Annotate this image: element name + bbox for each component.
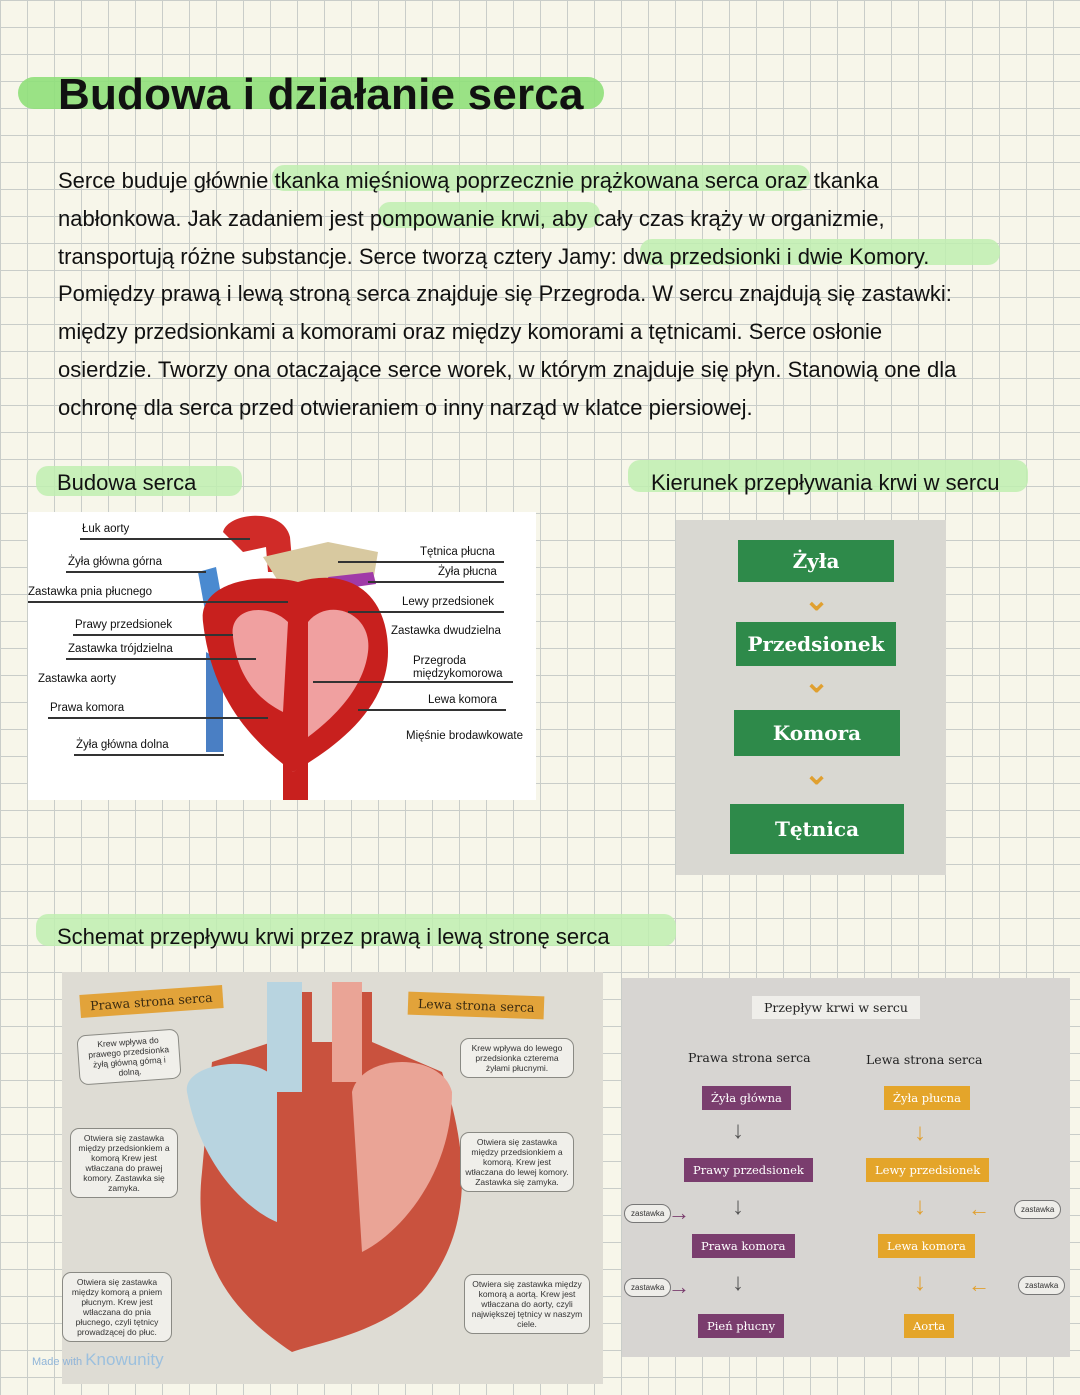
leader-line — [66, 571, 206, 573]
arrow-right-icon: → — [668, 1274, 690, 1299]
label-zyla-glowna-dolna: Żyła główna dolna — [76, 739, 169, 751]
tag-right-side: Prawa strona serca — [79, 985, 223, 1018]
arrow-down-icon: ↓ — [732, 1193, 744, 1220]
scheme-left-head: Lewa strona serca — [866, 1052, 983, 1067]
leader-line — [48, 717, 268, 719]
tag-left-side: Lewa strona serca — [408, 992, 545, 1020]
leader-line — [348, 611, 504, 613]
scheme-right-head: Prawa strona serca — [688, 1050, 811, 1065]
orange-step: Żyła płucna — [884, 1086, 970, 1110]
paragraph-line: nabłonkowa. Jak zadaniem jest pompowanie krwi, aby cały czas krąży w organizmie, — [58, 205, 885, 231]
paragraph-line: Pomiędzy prawą i lewą stroną serca znajduje się Przegroda. W sercu znajdują się zastawki: — [58, 281, 952, 307]
zastawka-label: zastawka — [1014, 1200, 1061, 1219]
purple-step: Pień płucny — [698, 1314, 784, 1338]
note-right-3: Otwiera się zastawka między komorą a aortą. Krew jest wtłaczana do aorty, czyli największej tętnicy w naszym ciele. — [464, 1274, 590, 1334]
arrow-down-icon: ↓ — [732, 1269, 744, 1296]
leader-line — [73, 634, 233, 636]
label-zyla-plucna: Żyła płucna — [438, 566, 497, 578]
flow-step: Komora — [734, 710, 900, 756]
label-zastawka-dwudzielna: Zastawka dwudzielna — [391, 625, 501, 637]
label-prawy-przedsionek: Prawy przedsionek — [75, 619, 173, 631]
flow-step: Przedsionek — [736, 622, 896, 666]
arrow-left-icon: ← — [968, 1272, 990, 1297]
flow-step: Tętnica — [730, 804, 904, 854]
zastawka-label: zastawka — [624, 1204, 671, 1223]
purple-step: Prawa komora — [692, 1234, 795, 1258]
label-zastawka-trojdzielna: Zastawka trójdzielna — [68, 643, 173, 655]
arrow-down-icon: ⌄ — [804, 584, 830, 617]
arrow-down-icon: ↓ — [914, 1119, 926, 1146]
arrow-right-icon: → — [668, 1200, 690, 1225]
note-right-1: Krew wpływa do lewego przedsionka czterema żyłami płucnymi. — [460, 1038, 574, 1078]
blood-flow-scheme — [622, 978, 1070, 1357]
flow-step: Żyła — [738, 540, 894, 582]
section-heading-budowa: Budowa serca — [57, 470, 197, 495]
flow-direction-photo — [676, 520, 946, 875]
label-przegroda-2: międzykomorowa — [413, 668, 503, 680]
section-heading-schemat: Schemat przepływu krwi przez prawą i lewą stronę serca — [57, 924, 610, 949]
leader-line — [80, 538, 250, 540]
label-zastawka-aorty: Zastawka aorty — [38, 673, 116, 685]
leader-line — [313, 681, 513, 683]
arrow-down-icon: ↓ — [914, 1269, 926, 1296]
label-zastawka-pnia: Zastawka pnia płucnego — [28, 586, 153, 598]
purple-step: Prawy przedsionek — [684, 1158, 813, 1182]
leader-line — [338, 561, 504, 563]
arrow-down-icon: ↓ — [732, 1117, 744, 1144]
watermark-brand: Knowunity — [85, 1350, 164, 1369]
arrow-down-icon: ⌄ — [804, 758, 830, 791]
leader-line — [66, 658, 256, 660]
paragraph-line: transportują różne substancje. Serce tworzą cztery Jamy: dwa przedsionki i dwie Komory. — [58, 243, 930, 269]
zastawka-label: zastawka — [1018, 1276, 1065, 1295]
label-lewy-przedsionek: Lewy przedsionek — [402, 596, 495, 608]
zastawka-label: zastawka — [624, 1278, 671, 1297]
watermark — [32, 1350, 164, 1370]
leader-line — [28, 601, 288, 603]
purple-step: Żyła główna — [702, 1086, 791, 1110]
orange-step: Lewa komora — [878, 1234, 975, 1258]
heart-diagram — [28, 512, 536, 800]
label-zyla-glowna-gorna: Żyła główna górna — [68, 556, 162, 568]
paragraph-line: między przedsionkami a komorami oraz między komorami a tętnicami. Serce osłonie — [58, 319, 883, 345]
orange-step: Lewy przedsionek — [866, 1158, 989, 1182]
leader-line — [358, 709, 506, 711]
label-lewa-komora: Lewa komora — [428, 694, 498, 706]
label-prawa-komora: Prawa komora — [50, 702, 125, 714]
label-miesnie-brodawkowate: Mięśnie brodawkowate — [406, 730, 523, 742]
section-heading-kierunek: Kierunek przepływania krwi w sercu — [651, 470, 1000, 495]
arrow-down-icon: ⌄ — [804, 666, 830, 699]
paragraph-line: Serce buduje głównie tkanka mięśniową poprzecznie prążkowana serca oraz tkanka — [58, 168, 879, 193]
scheme-title: Przepływ krwi w sercu — [752, 996, 920, 1019]
intro-paragraph — [58, 162, 1048, 427]
label-przegroda: Przegroda — [413, 655, 467, 667]
blood-flow-schematic — [62, 972, 603, 1384]
paragraph-line: ochronę dla serca przed otwieraniem o inny narząd w klatce piersiowej. — [58, 394, 753, 420]
orange-step: Aorta — [904, 1314, 954, 1338]
note-left-3: Otwiera się zastawka między komorą a pniem płucnym. Krew jest wtłaczana do pnia płucnego, czyli tętnicy prowadzącej do płuc. — [62, 1272, 172, 1342]
label-tetnica-plucna: Tętnica płucna — [420, 546, 495, 558]
arrow-down-icon: ↓ — [914, 1193, 926, 1220]
paragraph-line: osierdzie. Tworzy ona otaczające serce worek, w którym znajduje się płyn. Stanowią one dla — [58, 356, 957, 382]
note-left-2: Otwiera się zastawka między przedsionkiem a komorą Krew jest wtłaczana do prawej komory. Zastawka się zamyka. — [70, 1128, 178, 1198]
label-luk-aorty: Łuk aorty — [82, 523, 130, 535]
leader-line — [368, 581, 504, 583]
note-right-2: Otwiera się zastawka między przedsionkiem a komorą. Krew jest wtłaczana do lewej komory. Zastawka się zamyka. — [460, 1132, 574, 1192]
note-left-1: Krew wpływa do prawego przedsionka żyłą główną górną i dolną. — [76, 1029, 181, 1086]
leader-line — [74, 754, 224, 756]
page-title: Budowa i działanie serca — [58, 70, 584, 119]
arrow-left-icon: ← — [968, 1196, 990, 1221]
watermark-made: Made with — [32, 1356, 83, 1368]
